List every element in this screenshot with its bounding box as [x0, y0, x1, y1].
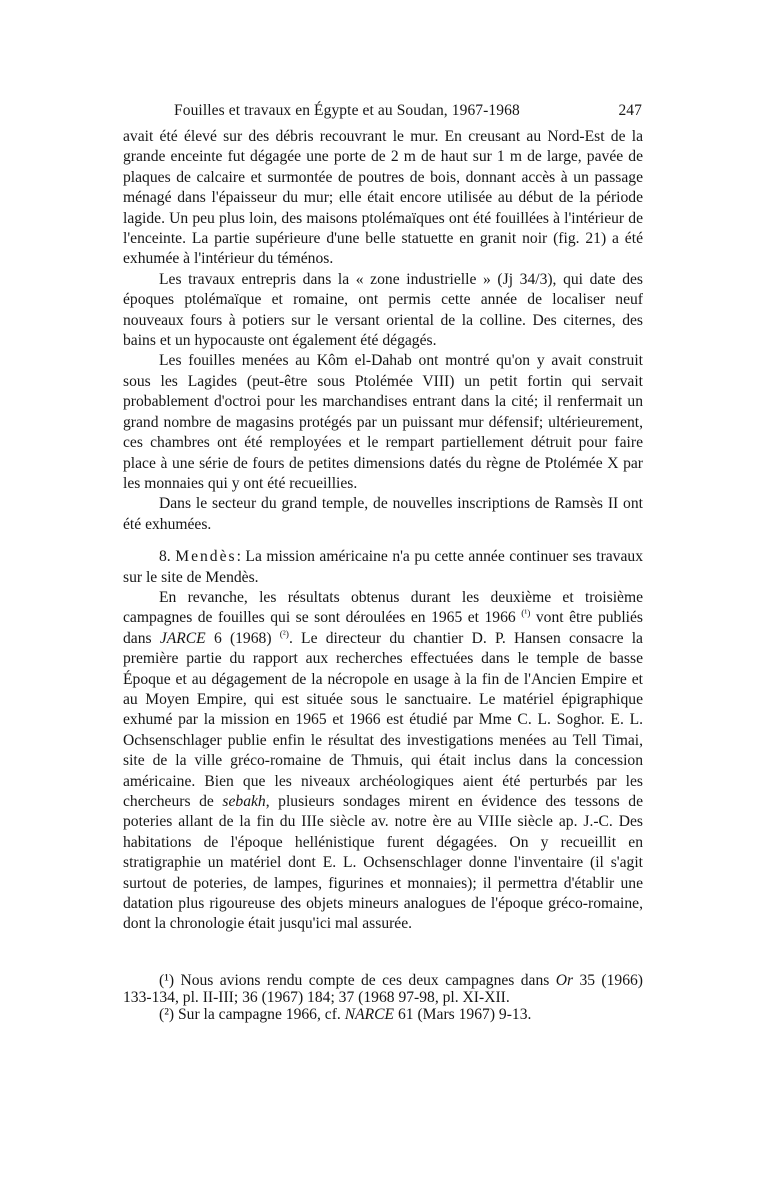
paragraph-grand-temple: Dans le secteur du grand temple, de nouvelles inscriptions de Ramsès II ont été exhumées.: [123, 495, 643, 533]
century-numeral: IIIe: [301, 813, 324, 831]
paragraph-zone-industrielle: Les travaux entrepris dans la « zone industrielle » (Jj 34/3), qui date des époques ptolémaïque et romaine, ont permis cette année de localiser neuf nouveaux fours à potiers sur le versant oriental de la colline. Des citernes, des bains et un hypocauste ont également été dégagés.: [123, 270, 643, 350]
footnote-2: [123, 1006, 643, 1023]
paragraph-kom-el-dahab: Les fouilles menées au Kôm el-Dahab ont montré qu'on y avait construit sous les Lagides (peut-être sous Ptolémée VIII) un petit fortin qui servait probablement d'octroi pour les marchandises entrant dans la cité; il renfermait un grand nombre de magasins protégés par un puissant mur défensif; ultérieurement, ces chambres ont été remployées et le rempart partiellement détruit pour faire place à une série de fours de petites dimensions datés du règne de Ptolémée X par les monnaies qui y ont été recueillies.: [123, 352, 643, 492]
main-text: [123, 127, 643, 935]
section-number: 8.: [159, 548, 171, 566]
section-lead-text: : La mission américaine n'a pu cette année continuer ses travaux sur le site de Mendès.: [123, 548, 643, 586]
footnote-ref-2: (²): [279, 629, 289, 640]
section-mendes-intro: [123, 547, 643, 588]
paragraph-mendes-results: [123, 588, 643, 935]
journal-title: JARCE: [159, 629, 206, 647]
text-run: En revanche, les résultats obtenus durant les deuxième et troisième campagnes de fouilles qui se sont déroulées en 1965 et 1966: [123, 588, 643, 627]
journal-title: NARCE: [344, 1006, 395, 1023]
journal-title: Or: [555, 972, 574, 989]
text-run: Sur la campagne 1966, cf.: [177, 1006, 341, 1023]
section-heading-mendes: Mendès: [175, 548, 237, 566]
footnote-1: [123, 972, 643, 1006]
footnote-mark: (¹): [159, 972, 175, 989]
text-run: siècle ap. J.-C. Des habitations de l'époque hellénistique furent dégagées. On y recueillit en stratigraphie un matériel dont E. L. Ochsenschlager donne l'inventaire (il s'agit surtout de poteries, de lampes, figurines et monnaies); il permettra d'établir une datation plus rigoureuse des objets mineurs analogues de l'époque gréco-romaine, dont la chronologie était jusqu'ici mal assurée.: [123, 813, 643, 933]
text-run: . Le directeur du chantier D. P. Hansen consacre la première partie du rapport aux recherches effectuées dans le temple de basse Époque et au dégagement de la nécropole en usage à la fin de l'Ancien Empire et au Moyen Empire, qui est située sous le sanctuaire. Le matériel épigraphique exhumé par la mission en 1965 et 1966 est étudié par Mme C. L. Soghor. E. L. Ochsenschlager publie enfin le résultat des investigations menées au Tell Timai, site de la ville gréco-romaine de Thmuis, qui était inclus dans la concession américaine. Bien que les niveaux archéologiques aient été perturbés par les chercheurs de: [123, 629, 643, 810]
text-run: vont être publiés dans: [123, 609, 643, 647]
text-run: Nous avions rendu compte de ces deux campagnes dans: [180, 972, 550, 989]
footnotes: [123, 972, 643, 1023]
text-run: 6 (1968): [213, 629, 272, 647]
running-header: [174, 101, 642, 121]
text-run: , plusieurs sondages mirent en évidence des tessons de poteries allant de la fin du: [123, 793, 644, 831]
text-run: 35 (1966) 133-134, pl. II-III; 36 (1967) 184; 37 (1968 97-98, pl. XI-XII.: [123, 972, 643, 1006]
footnote-mark: (²): [159, 1006, 175, 1023]
paragraph-continuation: avait été élevé sur des débris recouvrant le mur. En creusant au Nord-Est de la grande enceinte fut dégagée une porte de 2 m de haut sur 1 m de large, pavée de plaques de calcaire et surmontée de poutres de bois, donnant accès à un passage ménagé dans l'épaisseur du mur; elle était encore utilisée au début de la période lagide. Un peu plus loin, des maisons ptolémaïques ont été fouillées à l'intérieur de l'enceinte. La partie supérieure d'une belle statuette en granit noir (fig. 21) a été exhumée à l'intérieur du téménos.: [123, 128, 643, 268]
footnote-ref-1: (¹): [521, 609, 531, 620]
running-title: Fouilles et travaux en Égypte et au Soudan, 1967-1968: [174, 102, 520, 119]
text-run: 61 (Mars 1967) 9-13.: [398, 1006, 532, 1023]
page-number: 247: [618, 102, 642, 119]
term-sebakh: sebakh: [222, 793, 266, 810]
text-run: siècle av. notre ère au: [329, 813, 473, 831]
century-numeral: VIIIe: [477, 813, 512, 831]
